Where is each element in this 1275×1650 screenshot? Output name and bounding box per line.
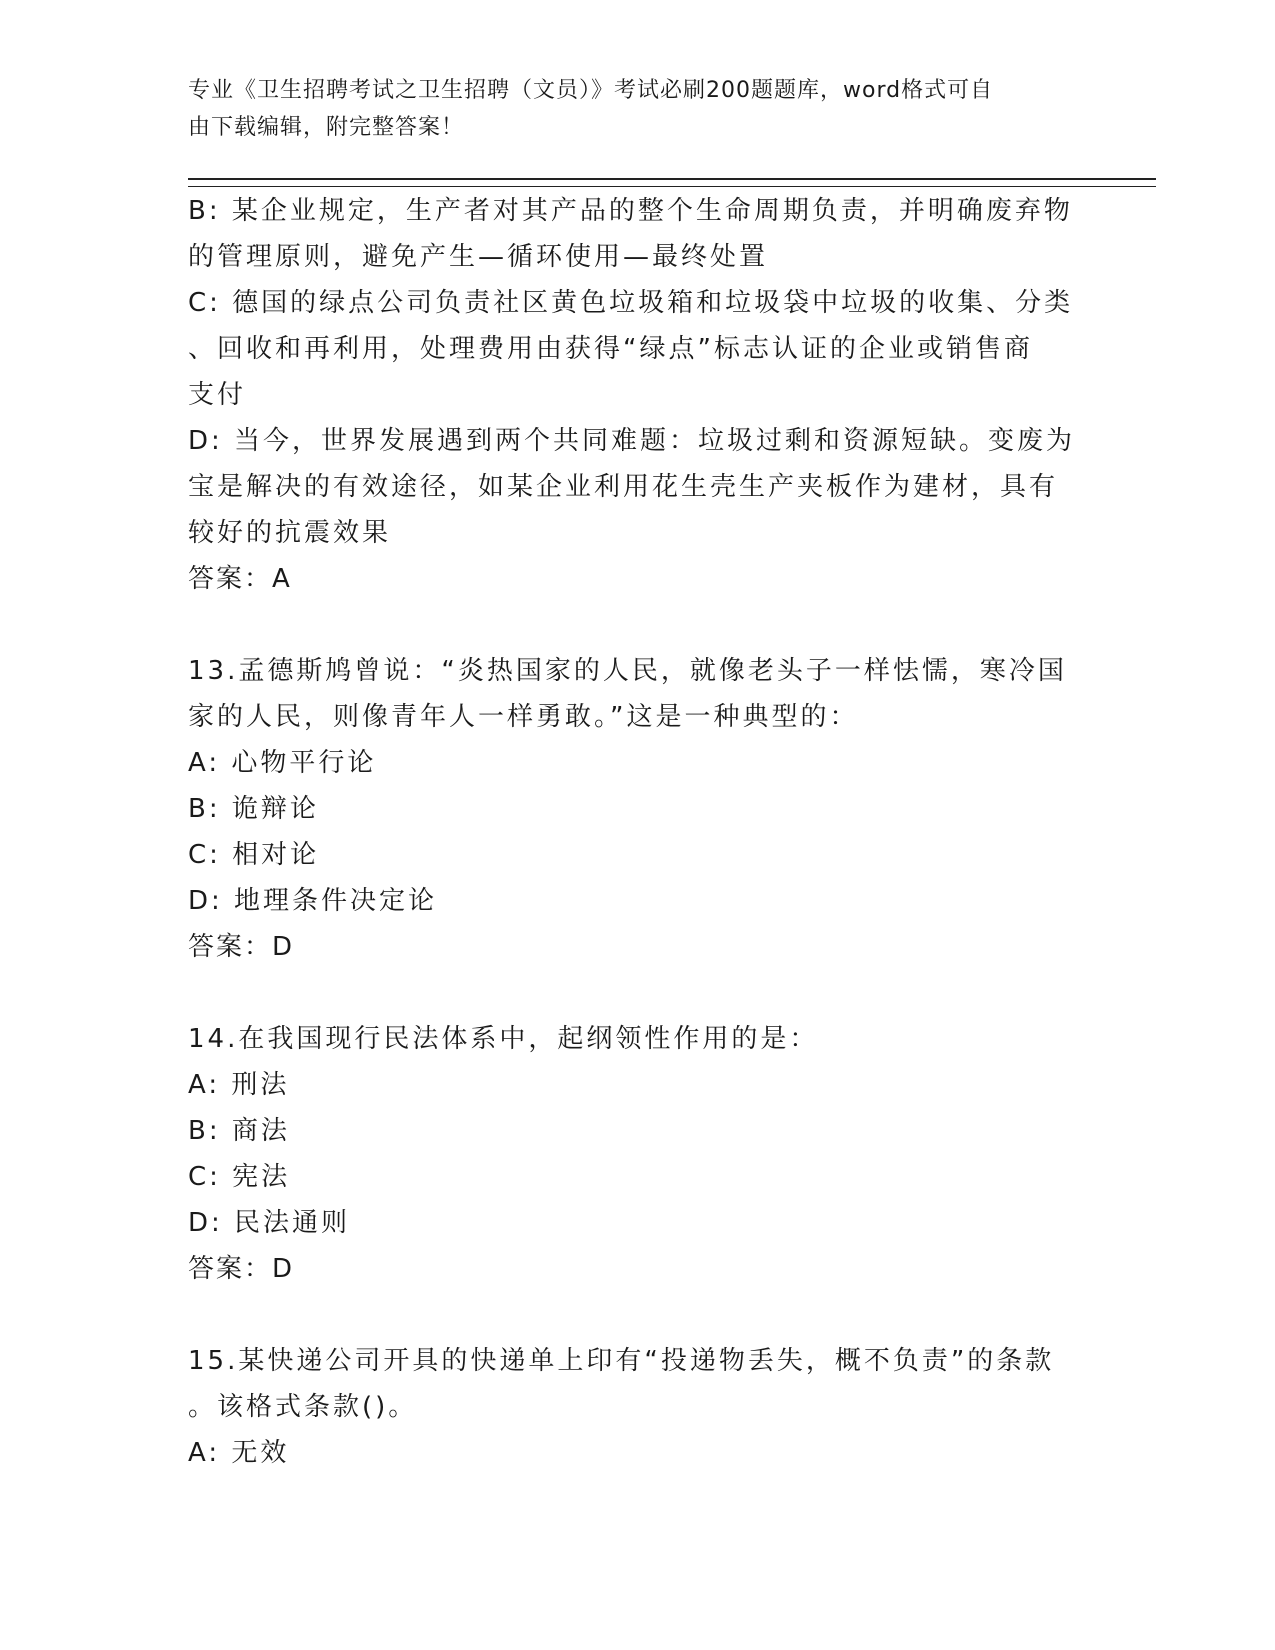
option-c-line-2: 、回收和再利用，处理费用由获得“绿点”标志认证的企业或销售商 [188,334,1033,364]
q13-stem-line-1: 13.孟德斯鸠曾说：“炎热国家的人民，就像老头子一样怯懦，寒冷国 [188,656,1067,686]
answer-13: 答案：D [188,932,295,962]
q14-option-d: D: 民法通则 [188,1208,351,1238]
question-13 [188,648,1078,970]
answer-14: 答案：D [188,1254,295,1284]
page-header [188,72,1068,146]
option-c-line-1: C: 德国的绿点公司负责社区黄色垃圾箱和垃圾袋中垃圾的收集、分类 [188,288,1074,318]
q13-option-c: C: 相对论 [188,840,320,870]
document-body [188,188,1078,1476]
question-15 [188,1338,1078,1476]
answer-12: 答案：A [188,564,292,594]
option-b-line-2: 的管理原则，避免产生—循环使用—最终处置 [188,242,769,272]
q14-option-c: C: 宪法 [188,1162,291,1192]
q14-option-a: A: 刑法 [188,1070,290,1100]
q13-option-d: D: 地理条件决定论 [188,886,438,916]
header-line-2: 由下载编辑，附完整答案！ [188,115,465,140]
spacer [188,970,1078,1016]
question-12-continued [188,188,1078,602]
header-divider [188,178,1156,187]
q13-option-a: A: 心物平行论 [188,748,377,778]
option-d-line-1: D: 当今，世界发展遇到两个共同难题：垃圾过剩和资源短缺。变废为 [188,426,1076,456]
question-14 [188,1016,1078,1292]
q14-option-b: B: 商法 [188,1116,290,1146]
option-d-line-2: 宝是解决的有效途径，如某企业利用花生壳生产夹板作为建材，具有 [188,472,1059,502]
option-d-line-3: 较好的抗震效果 [188,518,392,548]
q15-option-a: A: 无效 [188,1438,290,1468]
q13-stem-line-2: 家的人民，则像青年人一样勇敢。”这是一种典型的： [188,702,859,732]
q14-stem-line-1: 14.在我国现行民法体系中，起纲领性作用的是： [188,1024,819,1054]
option-b-line-1: B: 某企业规定，生产者对其产品的整个生命周期负责，并明确废弃物 [188,196,1073,226]
spacer [188,602,1078,648]
q15-stem-line-1: 15.某快递公司开具的快递单上印有“投递物丢失，概不负责”的条款 [188,1346,1055,1376]
spacer [188,1292,1078,1338]
q13-option-b: B: 诡辩论 [188,794,319,824]
option-c-line-3: 支付 [188,380,247,410]
q15-stem-line-2: 。该格式条款()。 [188,1392,418,1422]
header-line-1: 专业《卫生招聘考试之卫生招聘（文员）》考试必刷200题题库，word格式可自 [188,78,994,103]
